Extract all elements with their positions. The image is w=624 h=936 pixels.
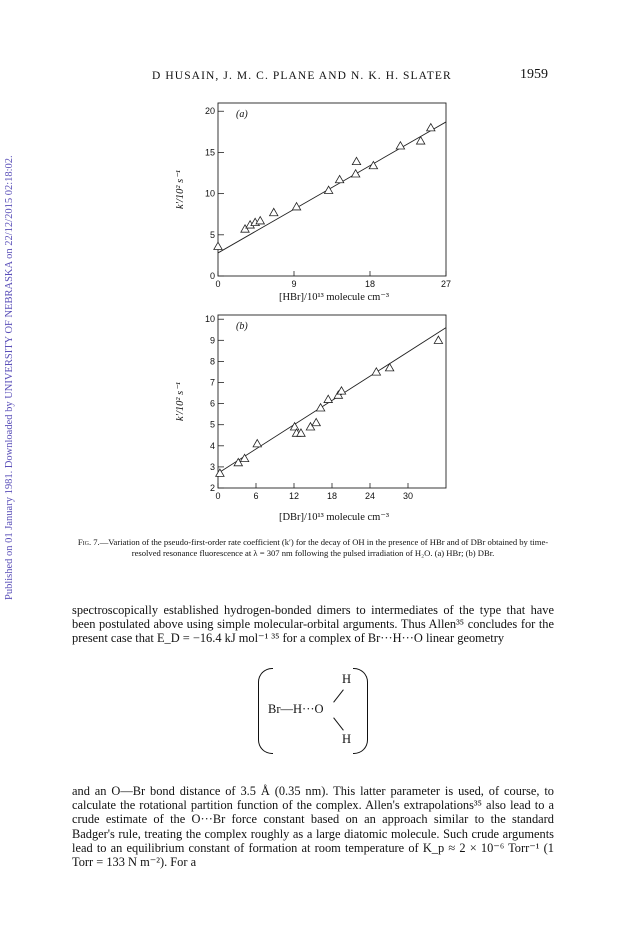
panel-a-point-12 [396,142,404,149]
panel-b-xtick-label-1: 6 [253,491,259,501]
panel-a-ytick-label-1: 5 [209,229,215,240]
panel-a-xlabel: [HBr]/10¹³ molecule cm⁻³ [278,292,390,303]
download-watermark-text: Published on 01 January 1981. Downloaded by UNIVERSITY OF NEBRASKA on 22/12/2015 02:18:02. [4,155,15,600]
panel-b-ytick-label-7: 9 [209,335,215,346]
panel-a-point-5 [270,208,278,215]
panel-b-ytick-label-8: 10 [204,314,215,325]
panel-a-ylabel: k′/10² s⁻¹ [175,170,186,209]
panel-b-point-9 [316,404,324,411]
panel-b-point-12 [337,387,345,394]
panel-b-point-13 [372,368,380,375]
panel-b-xlabel: [DBr]/10¹³ molecule cm⁻³ [278,512,390,523]
panel-b-point-14 [385,364,393,371]
panel-a-xtick-label-0: 0 [215,279,221,289]
panel-a-fit-line [218,122,446,253]
running-header-authors: D HUSAIN, J. M. C. PLANE AND N. K. H. SLATER [152,70,452,82]
panel-a-ytick-label-0: 0 [209,271,215,281]
complex-structure [258,668,368,752]
figure-caption [72,537,554,559]
panel-b-point-8 [312,418,320,425]
panel-a-ytick-label-4: 20 [204,106,215,117]
panel-a-ytick-label-3: 15 [204,147,215,158]
panel-b-xtick-label-2: 12 [288,491,300,501]
right-bracket [353,668,368,754]
panel-a-xtick-label-3: 27 [440,279,452,289]
panel-a-xtick-label-2: 18 [364,279,376,289]
panel-b-ytick-label-0: 2 [209,483,215,493]
panel-b-ytick-label-3: 5 [209,419,215,430]
panel-a-point-8 [335,175,343,182]
panel-b-xtick-label-5: 30 [402,491,414,501]
panel-a-ytick-label-2: 10 [204,188,215,199]
panel-a-xtick-label-1: 9 [291,279,297,289]
panel-b-point-3 [253,439,261,446]
panel-b-point-15 [434,336,442,343]
panel-b-ylabel: k′/10² s⁻¹ [175,382,186,421]
panel-a-point-0 [214,242,222,249]
panel-b-label: (b) [236,321,248,332]
structure-h-bottom: H [342,732,352,746]
panel-a-point-14 [427,124,435,131]
panel-b-ytick-label-2: 4 [209,440,215,451]
panel-b-ytick-label-1: 3 [209,461,215,472]
structure-core: Br—H···O [268,702,324,716]
figure-caption-text: —Variation of the pseudo-first-order rate coefficient (k′) for the decay of OH in the presence of HBr and of DBr obtained by time-resolved resonance fluorescence at λ = 307 nm following the pulsed irradiation of H₂O. (a) HBr; (b) DBr. [99,537,549,558]
panel-a-point-10 [352,157,360,164]
panel-b-ytick-label-5: 7 [209,377,215,388]
bond-line-bottom [333,717,344,730]
panel-b-ytick-label-4: 6 [209,398,215,409]
page-number: 1959 [520,67,548,82]
panel-b-xtick-label-3: 18 [326,491,338,501]
panel-a-frame [218,103,446,276]
panel-b-xtick-label-4: 24 [364,491,376,501]
panel-a-label: (a) [236,109,248,120]
panel-b-xtick-label-0: 0 [215,491,221,501]
panel-a-point-9 [351,170,359,177]
panel-b-point-10 [324,395,332,402]
bond-line-top [333,689,344,702]
structure-h-top: H [342,672,352,686]
figure-caption-label: Fig. 7. [77,537,100,547]
paragraph-1: spectroscopically established hydrogen-bonded dimers to intermediates of the type that have been postulated above using simple molecular-orbital arguments. Thus Allen³⁵ concludes for the present case that E_D = −16.4 kJ mol⁻¹ ³⁵ for a complex of Br···H···O linear geometry [72,603,554,646]
panel-a-point-4 [256,217,264,224]
panel-b-fit-line [218,328,446,474]
paragraph-2: and an O—Br bond distance of 3.5 Å (0.35 nm). This latter parameter is used, of course, to calculate the rotational partition function of the complex. Allen's extrapolations³⁵ also lead to a crude estimate of the O···Br force constant based on an approach similar to the standard Badger's rule, treating the complex roughly as a large diatomic molecule. Such crude arguments lead to an equilibrium constant of formation at room temperature of K_p ≈ 2 × 10⁻⁶ Torr⁻¹ (1 Torr = 133 N m⁻²). For a [72,784,554,870]
panel-b-ytick-label-6: 8 [209,356,215,367]
